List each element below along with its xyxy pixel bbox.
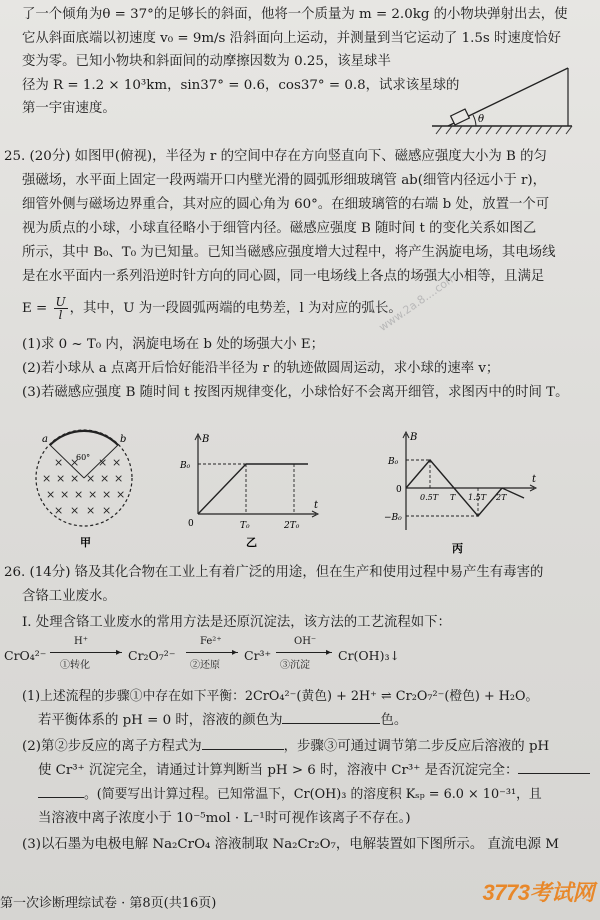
formula-suffix: ，其中，U 为一段圆弧两端的电势差，l 为对应的弧长。 (69, 301, 402, 316)
page-footer: 第一次诊断理综试卷 · 第8页(共16页) (0, 896, 217, 911)
flow-arrowhead-2: ▸ (232, 647, 238, 658)
svg-text:×: × (54, 456, 64, 469)
bing-axis-b: B (410, 432, 418, 443)
q24-line-1: 了一个倾角为θ = 37°的足够长的斜面，他将一个质量为 m = 2.0kg 的小物块弹射出去，使 (22, 7, 568, 22)
answer-blank-precipitation[interactable] (518, 773, 590, 774)
svg-text:×: × (70, 472, 80, 485)
q24-line-3: 变为零。已知小物块和斜面间的动摩擦因数为 0.25，该星球半 (22, 54, 391, 69)
formula-fraction (54, 296, 68, 321)
svg-text:×: × (54, 504, 64, 517)
label-a: a (42, 434, 48, 445)
figure-jia (28, 420, 148, 550)
bing-tick-2t: 2T (496, 493, 507, 502)
angle-label: θ (478, 114, 485, 125)
svg-text:×: × (56, 472, 66, 485)
yi-axis-b: B (202, 434, 210, 445)
svg-text:×: × (42, 472, 52, 485)
caption-yi: 乙 (246, 536, 257, 549)
q26-intro-2: 含铬工业废水。 (22, 589, 116, 604)
yi-b0: B₀ (180, 461, 191, 471)
flow-reagent-3: OH⁻ (294, 636, 317, 647)
flow-step-1: ①转化 (60, 660, 90, 671)
p1b-prefix: 若平衡体系的 pH = 0 时，溶液的颜色为 (38, 713, 283, 728)
bing-tick-t: T (450, 493, 456, 502)
figure-yi (176, 430, 326, 550)
q26-p2a (22, 738, 549, 756)
incline-figure (428, 60, 578, 140)
svg-text:×: × (102, 504, 112, 517)
p2c-text: 。(简要写出计算过程。已知常温下，Cr(OH)₃ 的溶度积 Kₛₚ = 6.0 × 10⁻³¹，且 (84, 787, 542, 802)
svg-text:×: × (86, 472, 96, 485)
flow-arrow-1 (50, 652, 122, 653)
q25-sub-1: (1)求 0 ~ T₀ 内，涡旋电场在 b 处的场强大小 E； (22, 337, 325, 352)
flow-dichromate: Cr₂O₇²⁻ (128, 648, 176, 663)
svg-text:×: × (100, 472, 110, 485)
block-shape (451, 109, 470, 125)
bing-tick-15t: 1.5T (468, 493, 487, 502)
flow-arrow-3 (276, 652, 332, 653)
svg-text:×: × (114, 472, 124, 485)
watermark: www.2a.8....com (376, 271, 459, 334)
bing-b0: B₀ (388, 457, 399, 467)
flow-arrowhead-1: ▸ (116, 647, 122, 658)
svg-text:×: × (102, 488, 112, 501)
yi-axis-t: t (314, 500, 319, 511)
q26-p2c (38, 786, 542, 804)
q26-p2b (38, 762, 590, 780)
svg-text:×: × (60, 488, 70, 501)
p2a-suffix: ，步骤③可通过调节第二步反应后溶液的 pH (283, 739, 550, 754)
angle-60-label: 60° (76, 453, 91, 462)
glass-tube (50, 431, 118, 445)
svg-text:×: × (74, 488, 84, 501)
formula-prefix: E = (22, 301, 48, 316)
q25-sub-3: (3)若磁感应强度 B 随时间 t 按图丙规律变化，小球恰好不会离开细管，求图丙中的时间 T。 (22, 385, 569, 400)
q24-line-2: 它从斜面底端以初速度 v₀ = 9m/s 沿斜面向上运动，并测量到当它运动了 1.5s 时速度恰好 (22, 31, 561, 46)
yi-origin: 0 (188, 519, 194, 529)
svg-text:×: × (46, 488, 56, 501)
caption-jia: 甲 (80, 536, 91, 549)
q25-line-1: 25. (20分) 如图甲(俯视)，半径为 r 的空间中存在方向竖直向下、磁感应强度大小为 B 的匀 (4, 149, 547, 164)
svg-text:×: × (70, 456, 80, 469)
svg-text:×: × (98, 456, 108, 469)
flow-step-2: ②还原 (190, 660, 220, 671)
svg-text:×: × (88, 488, 98, 501)
caption-bing: 丙 (452, 542, 463, 555)
field-crosses (42, 456, 125, 517)
q25-line-4: 视为质点的小球，小球直径略小于细管内径。磁感应强度 B 随时间 t 的变化关系如图乙 (22, 221, 537, 236)
formula-numerator: U (55, 295, 66, 309)
svg-text:×: × (116, 488, 126, 501)
q26-part1: Ⅰ. 处理含铬工业废水的常用方法是还原沉淀法，该方法的工艺流程如下： (22, 615, 451, 630)
flow-arrow-2 (186, 652, 238, 653)
q26-p2d: 当溶液中离子浓度小于 10⁻⁵mol · L⁻¹时可视作该离子不存在。) (38, 811, 411, 826)
flow-cr3: Cr³⁺ (244, 648, 272, 663)
site-logo: 3773考试网 (482, 880, 594, 905)
answer-blank-ion-equation[interactable] (202, 749, 284, 750)
flow-hydroxide: Cr(OH)₃↓ (338, 648, 400, 663)
formula-denominator: l (58, 308, 63, 322)
flow-step-3: ③沉淀 (280, 660, 310, 671)
bing-tick-05t: 0.5T (420, 493, 439, 502)
label-b: b (120, 434, 127, 445)
flow-reagent-1: H⁺ (74, 636, 88, 647)
svg-text:×: × (86, 504, 96, 517)
p2a-prefix: (2)第②步反应的离子方程式为 (22, 739, 202, 754)
p1b-suffix: 色。 (380, 713, 408, 728)
flow-arrowhead-3: ▸ (326, 647, 332, 658)
q26-p1b (38, 712, 407, 730)
q24-line-4: 径为 R = 1.2 × 10³km，sin37° = 0.6，cos37° = 0.8，试求该星球的 (22, 78, 460, 93)
answer-blank-precipitation-cont[interactable] (38, 797, 84, 798)
q25-sub-2: (2)若小球从 a 点离开后恰好能沿半径为 r 的轨迹做圆周运动，求小球的速率 v； (22, 361, 500, 376)
q25-formula-line (22, 296, 402, 322)
bing-axis-t: t (532, 474, 537, 485)
yi-2t0: 2T₀ (284, 521, 300, 531)
answer-blank-color[interactable] (282, 723, 380, 724)
flow-chromate: CrO₄²⁻ (4, 648, 47, 663)
q25-line-5: 所示，其中 B₀、T₀ 为已知量。已知当磁感应强度增大过程中，将产生涡旋电场，其电场线 (22, 245, 556, 260)
q25-line-3: 细管外侧与磁场边界重合，其对应的圆心角为 60°。在细玻璃管的右端 b 处，放置一个可 (22, 197, 550, 212)
q25-line-6: 是在水平面内一系列沿逆时针方向的同心圆，同一电场线上各点的场强大小相等，且满足 (22, 269, 545, 284)
svg-text:×: × (70, 504, 80, 517)
q26-p3: (3)以石墨为电极电解 Na₂CrO₄ 溶液制取 Na₂Cr₂O₇，电解装置如下图所示。 直流电源 M (22, 837, 559, 852)
q24-line-5: 第一宇宙速度。 (22, 101, 116, 116)
bing-origin: 0 (396, 485, 402, 495)
process-flow (4, 636, 594, 676)
q25-line-2: 强磁场，水平面上固定一段两端开口内壁光滑的圆弧形细玻璃管 ab(细管内径远小于 r)， (22, 173, 546, 188)
yi-t0: T₀ (240, 521, 250, 531)
q26-p1a: (1)上述流程的步骤①中存在如下平衡：2CrO₄²⁻(黄色) + 2H⁺ ⇌ Cr₂O₇²⁻(橙色) + H₂O。 (22, 689, 539, 704)
figure-bing (384, 430, 544, 556)
q26-intro-1: 26. (14分) 铬及其化合物在工业上有着广泛的用途，但在生产和使用过程中易产生有毒害的 (4, 565, 544, 580)
p2b-text: 使 Cr³⁺ 沉淀完全，请通过计算判断当 pH > 6 时，溶液中 Cr³⁺ 是否沉淀完全： (38, 763, 519, 778)
bing-neg-b0: −B₀ (384, 513, 402, 523)
svg-text:×: × (112, 456, 122, 469)
b-rise-line (198, 464, 246, 514)
flow-reagent-2: Fe²⁺ (200, 636, 222, 647)
